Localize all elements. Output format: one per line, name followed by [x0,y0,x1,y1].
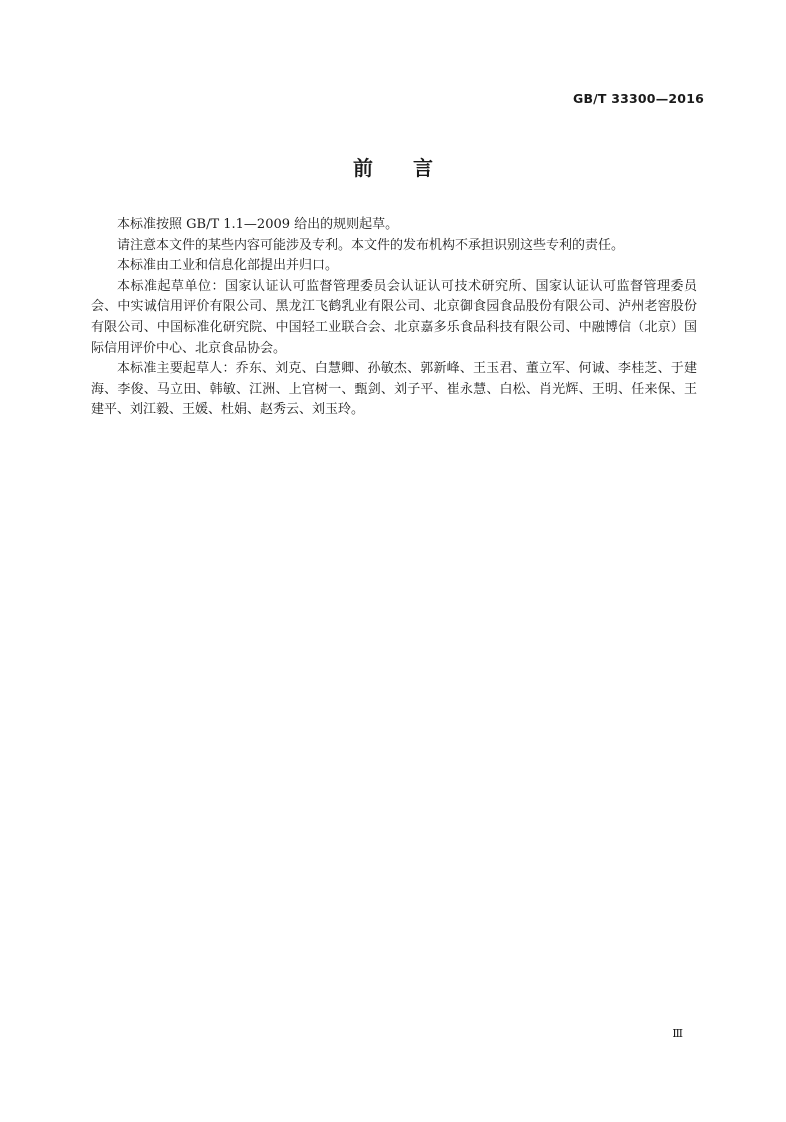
paragraph-main-drafters: 本标准主要起草人：乔东、刘克、白慧卿、孙敏杰、郭新峰、王玉君、董立军、何诚、李桂芝、于建海、李俊、马立田、韩敏、江洲、上官树一、甄剑、刘子平、崔永慧、白松、肖光辉、王明、任来保、王建平、刘江毅、王媛、杜娟、赵秀云、刘玉玲。 [91,361,697,418]
paragraph-patent-notice: 请注意本文件的某些内容可能涉及专利。本文件的发布机构不承担识别这些专利的责任。 [117,237,625,253]
paragraph-drafting-organizations: 本标准起草单位：国家认证认可监督管理委员会认证认可技术研究所、国家认证认可监督管理委员会、中实诚信用评价有限公司、黑龙江飞鹤乳业有限公司、北京御食园食品股份有限公司、泸州老窖股份有限公司、中国标准化研究院、中国轻工业联合会、北京嘉多乐食品科技有限公司、中融博信（北京）国际信用评价中心、北京食品协会。 [91,278,697,356]
standard-number: GB/T 33300—2016 [572,91,704,106]
page-title: 前言 [353,156,473,180]
paragraph-proposer: 本标准由工业和信息化部提出并归口。 [117,258,339,274]
preface-body [91,215,697,421]
paragraph-drafting-rules: 本标准按照 GB/T 1.1—2009 给出的规则起草。 [117,217,399,232]
page-number: Ⅲ [672,1027,683,1040]
